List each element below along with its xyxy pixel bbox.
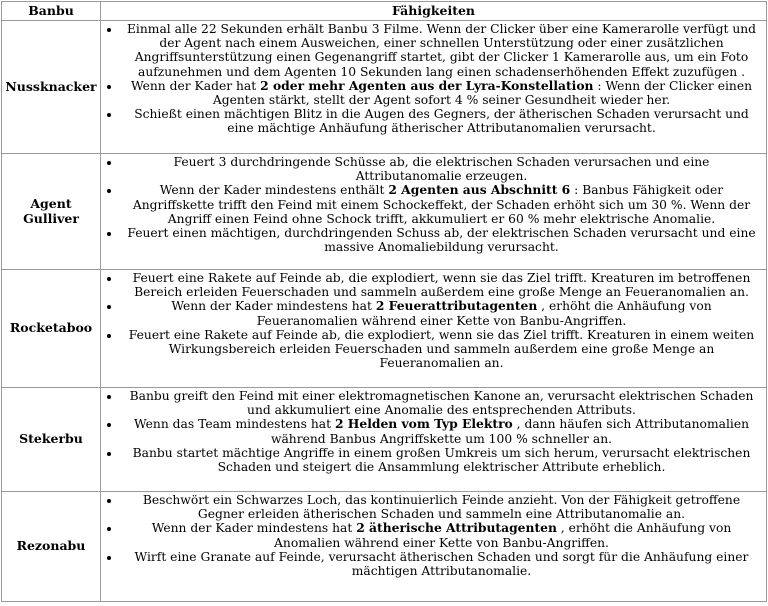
abilities-list [101, 22, 762, 136]
ability-item [121, 417, 762, 445]
abilities-cell [101, 21, 767, 154]
abilities-cell [101, 388, 767, 492]
ability-item [121, 79, 762, 107]
ability-requirement: 2 oder mehr Agenten aus der Lyra-Konstellation [260, 77, 594, 93]
ability-text: : Wenn der Clicker einen Agenten stärkt, stellt der Agent sofort 4 % seiner Gesundheit wieder her. [212, 78, 753, 108]
abilities-list [101, 271, 762, 370]
ability-text: Feuert 3 durchdringende Schüsse ab, die elektrischen Schaden verursachen und eine Attributanomalie erzeugen. [173, 155, 710, 184]
ability-item [121, 446, 762, 474]
ability-item [121, 493, 762, 521]
ability-text: Feuert eine Rakete auf Feinde ab, die explodiert, wenn sie das Ziel trifft. Kreaturen im betroffenen Bereich erleiden Feuerschaden und sammeln außerdem eine große Menge an Feueranomalien an. [132, 271, 751, 300]
ability-text: Banbu startet mächtige Angriffe in einem großen Umkreis um sich herum, verursacht elektrischen Schaden und steigert die Ansammlung elektrischer Attribute erheblich. [132, 445, 751, 475]
abilities-cell [101, 154, 767, 270]
ability-item [121, 226, 762, 254]
header-row [2, 2, 767, 21]
ability-text: Schießt einen mächtigen Blitz in die Augen des Gegners, der ätherischen Schaden verursacht und eine mächtige Anhäufung ätherischer Attributanomalien verursacht. [134, 107, 749, 136]
ability-item [121, 271, 762, 299]
ability-item [121, 389, 762, 417]
ability-text: Wenn das Team mindestens hat [133, 417, 335, 432]
ability-text: Wirft eine Granate auf Feinde, verursacht ätherischen Schaden und sorgt für die Anhäufung einer mächtigen Attributanomalie. [134, 549, 749, 579]
ability-requirement: 2 ätherische Attributagenten [356, 520, 557, 536]
header-banbu: Banbu [2, 2, 101, 21]
abilities-cell [101, 492, 767, 602]
banbu-name: Agent Gulliver [2, 154, 101, 270]
ability-text: Beschwört ein Schwarzes Loch, das kontinuierlich Feinde anzieht. Von der Fähigkeit getroffene Gegner erleiden ätherischen Schaden und sammeln eine Attributanomalie an. [142, 493, 741, 522]
abilities-list [101, 493, 762, 578]
ability-item [121, 328, 762, 371]
abilities-cell [101, 270, 767, 388]
ability-item [121, 521, 762, 549]
ability-requirement: 2 Helden vom Typ Elektro [334, 416, 513, 432]
ability-text: , erhöht die Anhäufung von Feueranomalien während einer Kette von Banbu-Angriffen. [256, 299, 712, 328]
ability-text: , dann häufen sich Attributanomalien während Banbus Angriffskette um 100 % schneller an. [270, 417, 750, 446]
table-row [2, 492, 767, 602]
ability-text: Wenn der Kader mindestens hat [151, 521, 357, 536]
ability-text: Wenn der Kader mindestens hat [171, 299, 376, 314]
ability-text: Feuert einen mächtigen, durchdringenden Schuss ab, der elektrischen Schaden verursacht und eine massive Anomaliebildung verursacht. [127, 226, 756, 255]
ability-text: Einmal alle 22 Sekunden erhält Banbu 3 Filme. Wenn der Clicker über eine Kamerarolle verfügt und der Agent nach einem Ausweichen, einer schnellen Unterstützung oder einer zusätzlichen Angriffsunterstützung einen Gegenangriff startet, gibt der Clicker 1 Kamerarolle aus, um ein Foto aufzunehmen und dem Agenten 10 Sekunden lang einen schadenserhöhenden Effekt zuzufügen . [126, 22, 757, 79]
header-abilities: Fähigkeiten [101, 2, 767, 21]
ability-item [121, 550, 762, 578]
ability-text: Feuert eine Rakete auf Feinde ab, die explodiert, wenn sie das Ziel trifft. Kreaturen in einem weiten Wirkungsbereich erleiden Feuerschaden und sammeln außerdem eine große Menge an Feueranomalien an. [128, 327, 755, 371]
banbu-name: Nussknacker [2, 21, 101, 154]
table-row [2, 388, 767, 492]
banbu-name: Stekerbu [2, 388, 101, 492]
table-row [2, 21, 767, 154]
ability-text: Wenn der Kader mindestens enthält [159, 183, 389, 198]
ability-requirement: 2 Feuerattributagenten [375, 298, 538, 314]
ability-text: : Banbus Fähigkeit oder Angriffskette trifft den Feind mit einem Schockeffekt, der Schaden erhöht sich um 30 %. Wenn der Angriff einen Feind ohne Schock trifft, akkumuliert er 60 % mehr elektrische Anomalie. [132, 183, 751, 226]
ability-text: , erhöht die Anhäufung von Anomalien während einer Kette von Banbu-Angriffen. [274, 521, 732, 550]
banbu-name: Rezonabu [2, 492, 101, 602]
ability-item [121, 22, 762, 79]
ability-requirement: 2 Agenten aus Abschnitt 6 [388, 182, 571, 198]
ability-text: Wenn der Kader hat [130, 78, 261, 93]
table-row [2, 270, 767, 388]
ability-item [121, 183, 762, 226]
banbu-abilities-table [1, 1, 767, 602]
ability-text: Banbu greift den Feind mit einer elektromagnetischen Kanone an, verursacht elektrischen Schaden und akkumuliert eine Anomalie des entsprechenden Attributs. [129, 389, 754, 418]
ability-item [121, 107, 762, 135]
banbu-name: Rocketaboo [2, 270, 101, 388]
ability-item [121, 155, 762, 183]
abilities-list [101, 155, 762, 254]
ability-item [121, 299, 762, 327]
abilities-list [101, 389, 762, 474]
table-row [2, 154, 767, 270]
